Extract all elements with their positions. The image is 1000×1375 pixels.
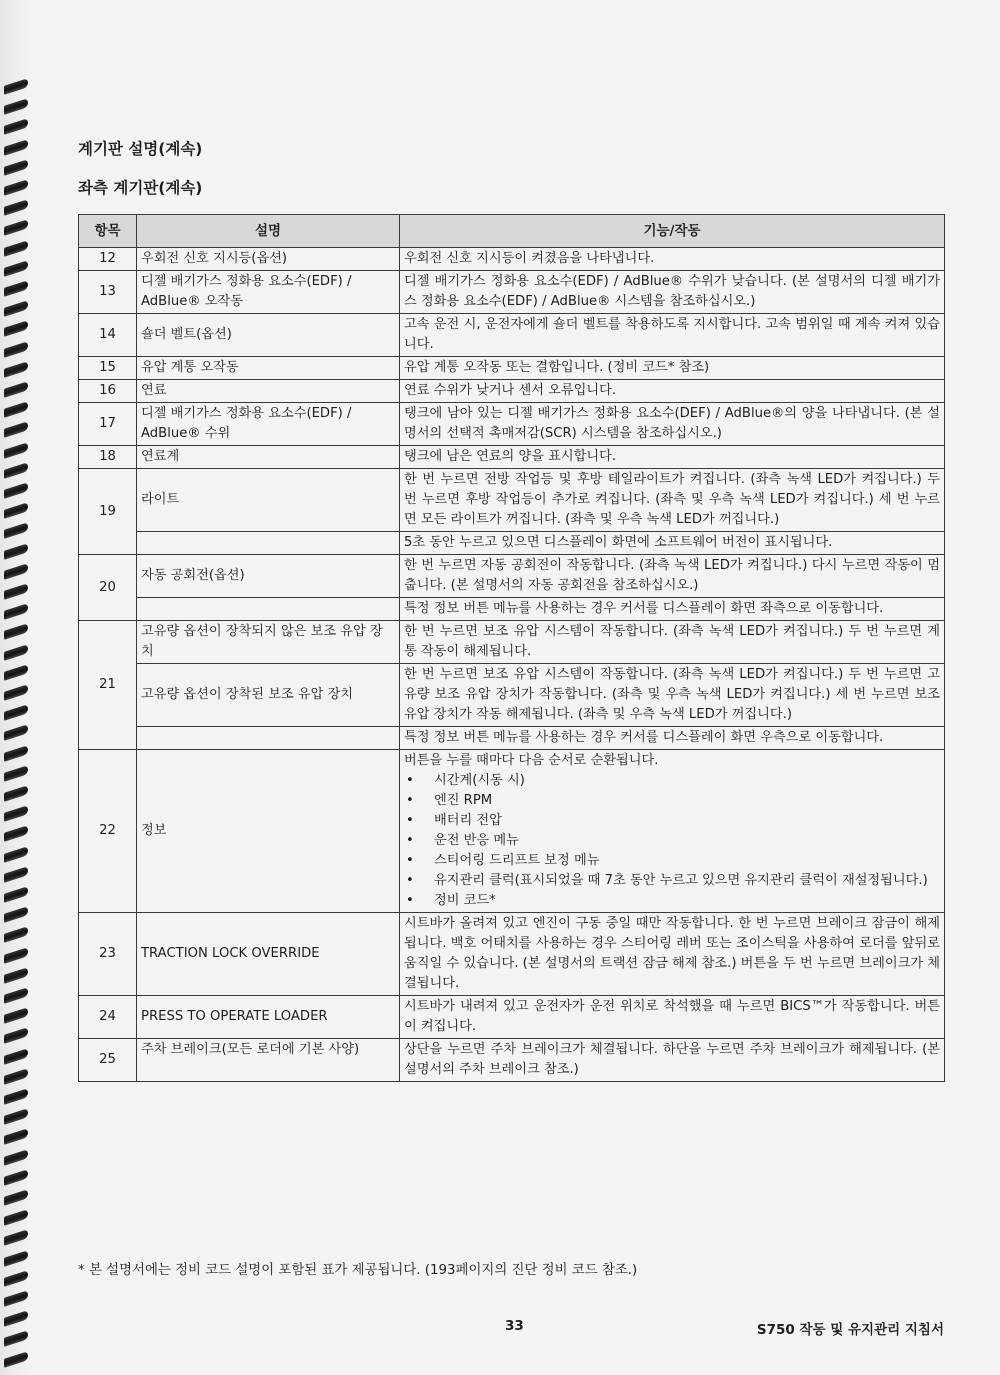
- binding-ring: [4, 987, 28, 1004]
- table-row: [79, 750, 945, 913]
- table-row: [79, 1039, 945, 1082]
- table-row: [79, 598, 945, 621]
- binding-ring: [4, 401, 28, 418]
- page-number: 33: [505, 1318, 524, 1334]
- binding-ring: [4, 381, 28, 398]
- binding-ring: [4, 967, 28, 984]
- binding-ring: [4, 260, 28, 277]
- item-function: 시트바가 올려져 있고 엔진이 구동 중일 때만 작동합니다. 한 번 누르면 브레이크 잠금이 해제됩니다. 백호 어태치를 사용하는 경우 스티어링 레버 또는 조이스틱을 사용하여 로더를 앞뒤로 움직일 수 있습니다. (본 설명서의 트랙션 잠금 해제 참조.) 버튼을 두 번 누르면 브레이크가 체결됩니다.: [400, 913, 945, 996]
- binding-ring: [4, 462, 28, 479]
- item-description: 주차 브레이크(모든 로더에 기본 사양): [137, 1039, 400, 1082]
- binding-ring: [4, 785, 28, 802]
- binding-ring: [4, 1270, 28, 1287]
- list-item: • 정비 코드*: [404, 891, 940, 911]
- table-row: [79, 271, 945, 314]
- item-function: 한 번 누르면 자동 공회전이 작동합니다. (좌측 녹색 LED가 켜집니다.) 다시 누르면 작동이 멈춥니다. (본 설명서의 자동 공회전을 참조하십시오.): [400, 555, 945, 598]
- item-function: 연료 수위가 낮거나 센서 오류입니다.: [400, 380, 945, 403]
- item-number: 22: [79, 750, 137, 913]
- binding-ring: [4, 664, 28, 681]
- binding-ring: [4, 1169, 28, 1186]
- list-item: • 배터리 전압: [404, 811, 940, 831]
- binding-ring: [4, 724, 28, 741]
- section-heading: 좌측 계기판(계속): [78, 179, 203, 197]
- item-number: 24: [79, 996, 137, 1039]
- binding-ring: [4, 543, 28, 560]
- binding-ring: [4, 1068, 28, 1085]
- binding-ring: [4, 522, 28, 539]
- binding-ring: [4, 421, 28, 438]
- item-description: 유압 계통 오작동: [137, 357, 400, 380]
- binding-ring: [4, 704, 28, 721]
- binding-ring: [4, 1149, 28, 1166]
- table-row: [79, 621, 945, 664]
- binding-ring: [4, 502, 28, 519]
- binding-ring: [4, 159, 28, 176]
- table-row: [79, 403, 945, 446]
- item-function: 한 번 누르면 전방 작업등 및 후방 테일라이트가 켜집니다. (좌측 녹색 LED가 켜집니다.) 두 번 누르면 후방 작업등이 추가로 켜집니다. (좌측 및 우측 녹색 LED가 켜집니다.) 세 번 누르면 모든 라이트가 꺼집니다. (좌측 및 우측 녹색 LED가 꺼집니다.): [400, 469, 945, 532]
- binding-ring: [4, 78, 28, 95]
- item-function: 우회전 신호 지시등이 켜졌음을 나타냅니다.: [400, 248, 945, 271]
- binding-ring: [4, 1250, 28, 1267]
- item-function: 특정 정보 버튼 메뉴를 사용하는 경우 커서를 디스플레이 화면 좌측으로 이동합니다.: [400, 598, 945, 621]
- table-row: [79, 727, 945, 750]
- item-function: [400, 750, 945, 913]
- list-item: • 엔진 RPM: [404, 791, 940, 811]
- header-function: 기능/작동: [400, 215, 945, 248]
- item-function: 탱크에 남은 연료의 양을 표시합니다.: [400, 446, 945, 469]
- table-row: [79, 357, 945, 380]
- item-function: 5초 동안 누르고 있으면 디스플레이 화면에 소프트웨어 버전이 표시됩니다.: [400, 532, 945, 555]
- table-row: [79, 314, 945, 357]
- header-item: 항목: [79, 215, 137, 248]
- binding-ring: [4, 280, 28, 297]
- binding-ring: [4, 1330, 28, 1347]
- binding-ring: [4, 1310, 28, 1327]
- item-description-empty: [137, 727, 400, 750]
- binding-ring: [4, 341, 28, 358]
- item-description: 라이트: [137, 469, 400, 532]
- item-function: 한 번 누르면 보조 유압 시스템이 작동합니다. (좌측 녹색 LED가 켜집니다.) 두 번 누르면 고유량 보조 유압 장치가 작동합니다. (좌측 및 우측 녹색 LED가 켜집니다.) 세 번 누르면 보조 유압 장치가 작동 해제됩니다. (좌측 및 우측 녹색 LED가 꺼집니다.): [400, 664, 945, 727]
- binding-ring: [4, 1048, 28, 1065]
- table-row: [79, 664, 945, 727]
- binding-ring: [4, 219, 28, 236]
- spiral-binding: [0, 0, 30, 1375]
- binding-ring: [4, 947, 28, 964]
- item-description: 정보: [137, 750, 400, 913]
- item-description-empty: [137, 598, 400, 621]
- binding-ring: [4, 886, 28, 903]
- binding-ring: [4, 240, 28, 257]
- table-row: [79, 996, 945, 1039]
- item-description: TRACTION LOCK OVERRIDE: [137, 913, 400, 996]
- item-description: 우회전 신호 지시등(옵션): [137, 248, 400, 271]
- item-number: 17: [79, 403, 137, 446]
- item-description-empty: [137, 532, 400, 555]
- instrument-panel-table: [78, 214, 945, 1082]
- list-item: • 운전 반응 메뉴: [404, 831, 940, 851]
- binding-ring: [4, 563, 28, 580]
- item-description: 디젤 배기가스 정화용 요소수(EDF) / AdBlue® 오작동: [137, 271, 400, 314]
- table-row: [79, 248, 945, 271]
- table-row: [79, 555, 945, 598]
- binding-ring: [4, 644, 28, 661]
- item-description: 디젤 배기가스 정화용 요소수(EDF) / AdBlue® 수위: [137, 403, 400, 446]
- header-description: 설명: [137, 215, 400, 248]
- table-row: [79, 446, 945, 469]
- binding-ring: [4, 1027, 28, 1044]
- item-number: 13: [79, 271, 137, 314]
- item-description: 고유량 옵션이 장착되지 않은 보조 유압 장치: [137, 621, 400, 664]
- binding-ring: [4, 1007, 28, 1024]
- binding-ring: [4, 1128, 28, 1145]
- table-row: [79, 469, 945, 532]
- item-description: 고유량 옵션이 장착된 보조 유압 장치: [137, 664, 400, 727]
- list-item: • 시간계(시동 시): [404, 771, 940, 791]
- manual-title: S750 작동 및 유지관리 지침서: [756, 1322, 944, 1338]
- binding-ring: [4, 583, 28, 600]
- binding-ring: [4, 745, 28, 762]
- item-description: 자동 공회전(옵션): [137, 555, 400, 598]
- item-function: 유압 계통 오작동 또는 결함입니다. (정비 코드* 참조): [400, 357, 945, 380]
- binding-ring: [4, 623, 28, 640]
- binding-ring: [4, 825, 28, 842]
- cycle-intro: 버튼을 누를 때마다 다음 순서로 순환됩니다.: [404, 753, 659, 768]
- binding-ring: [4, 906, 28, 923]
- footnote: * 본 설명서에는 정비 코드 설명이 포함된 표가 제공됩니다. (193페이지의 진단 정비 코드 참조.): [78, 1263, 638, 1278]
- binding-ring: [4, 846, 28, 863]
- list-item: • 유지관리 클럭(표시되었을 때 7초 동안 누르고 있으면 유지관리 클럭이 재설정됩니다.): [404, 871, 940, 891]
- binding-ring: [4, 139, 28, 156]
- table-row: [79, 380, 945, 403]
- item-description: 숄더 벨트(옵션): [137, 314, 400, 357]
- page-heading: 계기판 설명(계속): [78, 140, 203, 158]
- binding-ring: [4, 199, 28, 216]
- item-description: 연료계: [137, 446, 400, 469]
- binding-ring: [4, 118, 28, 135]
- binding-ring: [4, 1229, 28, 1246]
- binding-ring: [4, 926, 28, 943]
- binding-ring: [4, 1088, 28, 1105]
- binding-ring: [4, 866, 28, 883]
- binding-ring: [4, 1351, 28, 1368]
- binding-ring: [4, 1290, 28, 1307]
- item-description: 연료: [137, 380, 400, 403]
- binding-ring: [4, 684, 28, 701]
- item-function: 한 번 누르면 보조 유압 시스템이 작동합니다. (좌측 녹색 LED가 켜집니다.) 두 번 누르면 계통 작동이 해제됩니다.: [400, 621, 945, 664]
- binding-ring: [4, 765, 28, 782]
- binding-ring: [4, 361, 28, 378]
- item-number: 18: [79, 446, 137, 469]
- item-number: 21: [79, 621, 137, 750]
- item-number: 12: [79, 248, 137, 271]
- binding-ring: [4, 300, 28, 317]
- item-description: PRESS TO OPERATE LOADER: [137, 996, 400, 1039]
- item-number: 19: [79, 469, 137, 555]
- item-number: 14: [79, 314, 137, 357]
- binding-ring: [4, 1189, 28, 1206]
- binding-ring: [4, 1209, 28, 1226]
- binding-ring: [4, 603, 28, 620]
- binding-ring: [4, 442, 28, 459]
- item-function: 디젤 배기가스 정화용 요소수(EDF) / AdBlue® 수위가 낮습니다. (본 설명서의 디젤 배기가스 정화용 요소수(EDF) / AdBlue® 시스템을 참조하십시오.): [400, 271, 945, 314]
- item-function: 고속 운전 시, 운전자에게 숄더 벨트를 착용하도록 지시합니다. 고속 범위일 때 계속 켜져 있습니다.: [400, 314, 945, 357]
- table-header-row: [79, 215, 945, 248]
- binding-ring: [4, 98, 28, 115]
- item-number: 23: [79, 913, 137, 996]
- item-number: 25: [79, 1039, 137, 1082]
- binding-ring: [4, 320, 28, 337]
- item-number: 20: [79, 555, 137, 621]
- table-row: [79, 532, 945, 555]
- binding-ring: [4, 482, 28, 499]
- item-function: 시트바가 내려져 있고 운전자가 운전 위치로 착석했을 때 누르면 BICS™가 작동합니다. 버튼이 켜집니다.: [400, 996, 945, 1039]
- item-number: 16: [79, 380, 137, 403]
- list-item: • 스티어링 드리프트 보정 메뉴: [404, 851, 940, 871]
- table-row: [79, 913, 945, 996]
- binding-ring: [4, 179, 28, 196]
- item-number: 15: [79, 357, 137, 380]
- item-function: 탱크에 남아 있는 디젤 배기가스 정화용 요소수(DEF) / AdBlue®의 양을 나타냅니다. (본 설명서의 선택적 촉매저감(SCR) 시스템을 참조하십시오.): [400, 403, 945, 446]
- item-function: 특정 정보 버튼 메뉴를 사용하는 경우 커서를 디스플레이 화면 우측으로 이동합니다.: [400, 727, 945, 750]
- cycle-list: [404, 771, 940, 911]
- item-function: 상단을 누르면 주차 브레이크가 체결됩니다. 하단을 누르면 주차 브레이크가 해제됩니다. (본 설명서의 주차 브레이크 참조.): [400, 1039, 945, 1082]
- binding-ring: [4, 805, 28, 822]
- binding-ring: [4, 1108, 28, 1125]
